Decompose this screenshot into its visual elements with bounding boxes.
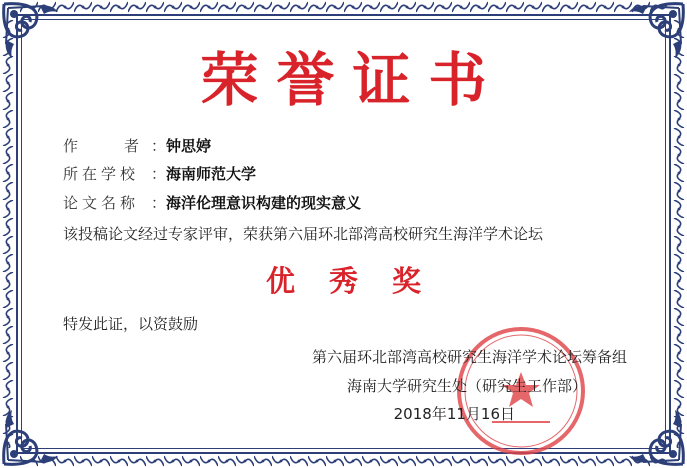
author-value: 钟思婷 [166, 137, 212, 155]
issue-date: 2018年11月16日 [393, 405, 515, 423]
author-label-char: 者 [123, 137, 139, 155]
author-label [63, 136, 139, 156]
border-top-ornament [20, 0, 667, 14]
certificate-body-text: 该投稿论文经过专家评审，荣获第六届环北部湾高校研究生海洋学术论坛 [63, 225, 544, 243]
issuer-office: 海南大学研究生处（研究生工作部） [346, 377, 587, 395]
closing-text: 特发此证，以资鼓励 [63, 315, 199, 333]
corner-flourish-icon [0, 404, 64, 468]
paper-label: 论文名称 [63, 194, 140, 212]
author-colon: ： [151, 137, 167, 155]
paper-colon: ： [151, 194, 167, 212]
award-name: 优秀奖 [265, 264, 455, 298]
school-label: 所在学校 [63, 165, 140, 183]
paper-value: 海洋伦理意识构建的现实意义 [166, 194, 362, 212]
certificate-title: 荣誉证书 [200, 46, 505, 114]
issuer-name: 第六届环北部湾高校研究生海洋学术论坛筹备组 [311, 348, 627, 366]
paper-row [63, 193, 361, 213]
school-row [63, 164, 256, 184]
corner-flourish-icon [623, 404, 687, 468]
author-label-char: 作 [63, 137, 79, 155]
author-row [63, 136, 211, 156]
school-value: 海南师范大学 [166, 165, 257, 183]
school-colon: ： [151, 165, 167, 183]
